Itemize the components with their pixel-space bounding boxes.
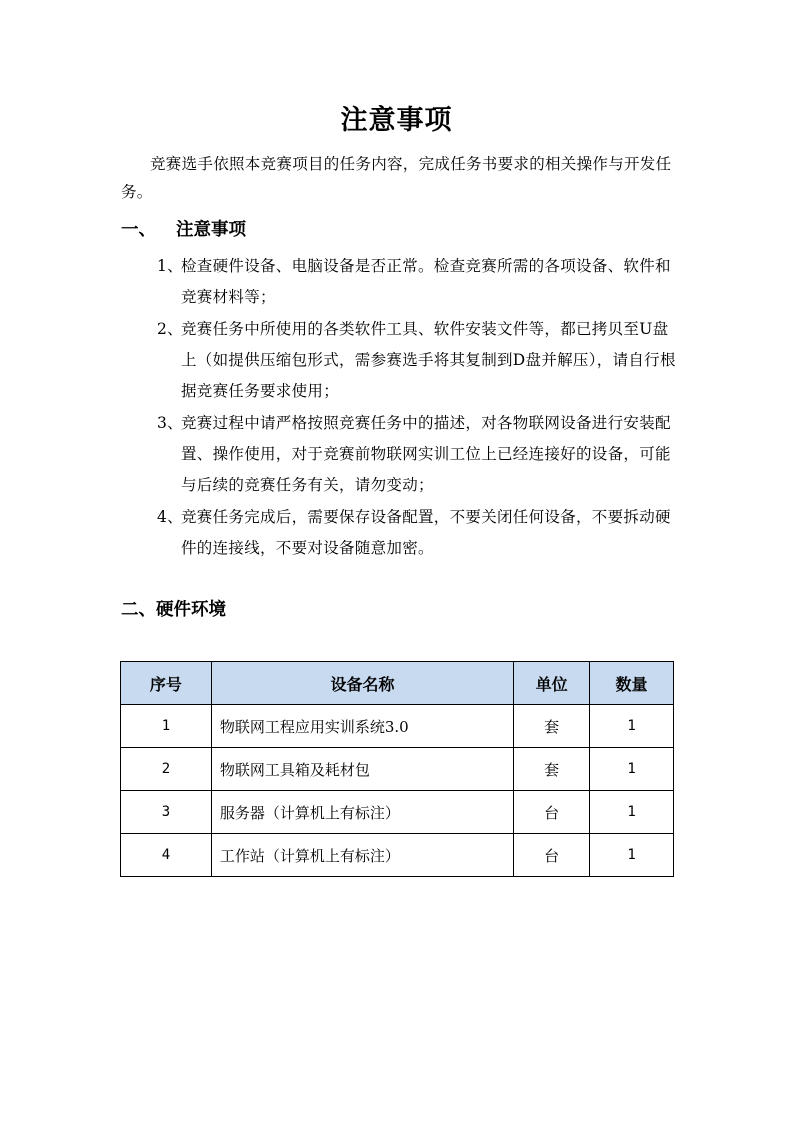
cell-device-name: 物联网工具箱及耗材包	[211, 748, 513, 791]
table-row	[121, 748, 674, 791]
section-1-heading	[121, 216, 246, 244]
section-2-heading: 二、硬件环境	[121, 600, 226, 620]
cell-quantity: 1	[590, 705, 674, 748]
list-item	[157, 251, 677, 313]
list-item-marker: 4、	[157, 508, 183, 526]
list-item	[157, 502, 677, 564]
cell-index: 2	[121, 748, 212, 791]
intro-paragraph: 竞赛选手依照本竞赛项目的任务内容，完成任务书要求的相关操作与开发任务。	[121, 155, 672, 201]
page-title: 注意事项	[340, 105, 453, 136]
table-header-row	[121, 662, 674, 705]
cell-unit: 套	[514, 748, 590, 791]
column-header-unit: 单位	[514, 662, 590, 705]
cell-device-name: 服务器（计算机上有标注）	[211, 791, 513, 834]
table-row	[121, 791, 674, 834]
column-header-index: 序号	[121, 662, 212, 705]
cell-device-name: 物联网工程应用实训系统3.0	[211, 705, 513, 748]
list-item	[157, 408, 677, 501]
list-item-text: 竞赛任务中所使用的各类软件工具、软件安装文件等，都已拷贝至U盘上（如提供压缩包形式，需参赛选手将其复制到D盘并解压），请自行根据竞赛任务要求使用；	[181, 320, 676, 400]
cell-index: 3	[121, 791, 212, 834]
section-1-title: 注意事项	[176, 220, 246, 240]
list-item-text: 检查硬件设备、电脑设备是否正常。检查竞赛所需的各项设备、软件和竞赛材料等；	[181, 257, 671, 306]
list-item-text: 竞赛任务完成后，需要保存设备配置，不要关闭任何设备，不要拆动硬件的连接线，不要对设备随意加密。	[181, 508, 671, 557]
table-row	[121, 834, 674, 877]
column-header-device-name: 设备名称	[211, 662, 513, 705]
hardware-table	[120, 661, 674, 877]
list-item-marker: 2、	[157, 320, 183, 338]
cell-index: 4	[121, 834, 212, 877]
cell-quantity: 1	[590, 834, 674, 877]
list-item-text: 竞赛过程中请严格按照竞赛任务中的描述，对各物联网设备进行安装配置、操作使用，对于竞赛前物联网实训工位上已经连接好的设备，可能与后续的竞赛任务有关，请勿变动；	[181, 414, 671, 494]
cell-unit: 套	[514, 705, 590, 748]
list-item-marker: 1、	[157, 257, 183, 275]
cell-unit: 台	[514, 834, 590, 877]
cell-unit: 台	[514, 791, 590, 834]
cell-quantity: 1	[590, 748, 674, 791]
table-row	[121, 705, 674, 748]
column-header-quantity: 数量	[590, 662, 674, 705]
cell-quantity: 1	[590, 791, 674, 834]
list-item	[157, 314, 677, 407]
list-item-marker: 3、	[157, 414, 183, 432]
cell-device-name: 工作站（计算机上有标注）	[211, 834, 513, 877]
section-1-number: 一、	[121, 220, 156, 240]
cell-index: 1	[121, 705, 212, 748]
